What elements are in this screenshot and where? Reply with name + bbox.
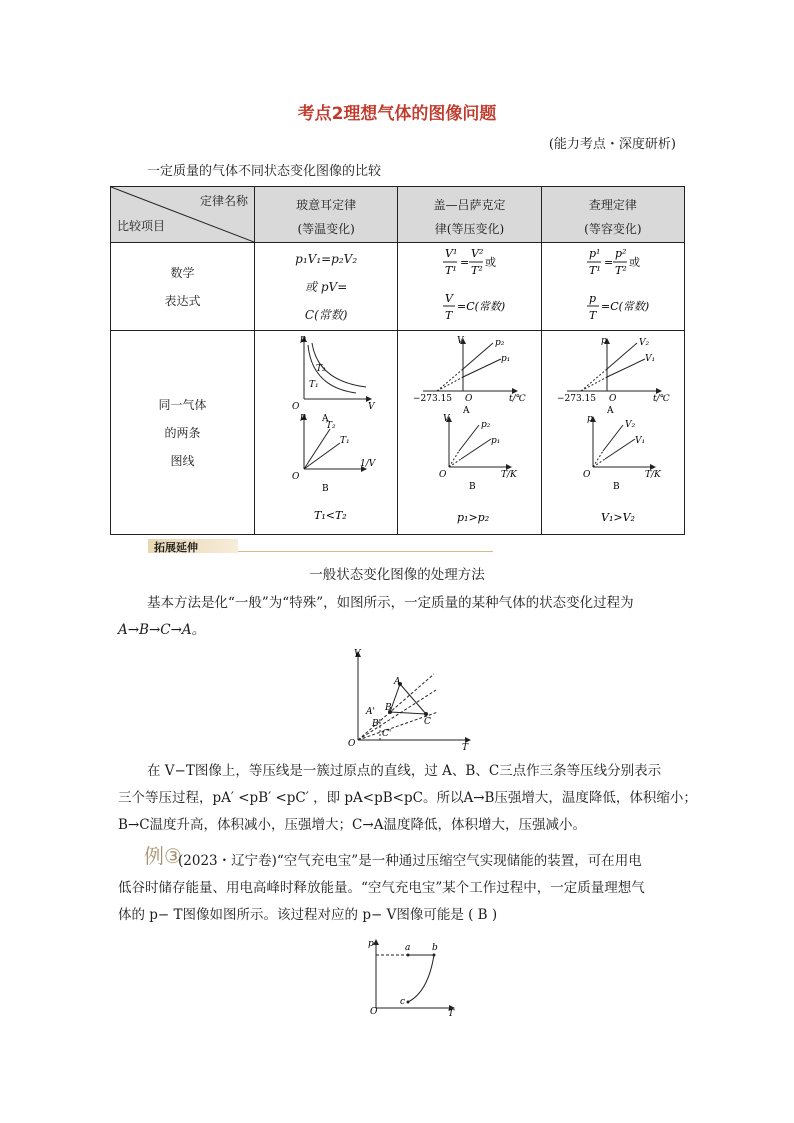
boyle-a-p: p	[300, 334, 306, 344]
table-caption: 一定质量的气体不同状态变化图像的比较	[147, 164, 382, 179]
charles-expr-const: =C(常数)	[600, 300, 650, 313]
example-line-2: 低谷时储存能量、用电高峰时释放能量。“空气充电宝”某个工作过程中，一定质量理想气	[118, 880, 645, 896]
charles-b-v2: V₂	[624, 420, 635, 430]
vt-o-label: O	[348, 739, 356, 749]
boyle-graph-svg	[256, 331, 396, 531]
gay-lussac-graph-svg	[399, 331, 539, 531]
header-compare-item: 比较项目	[117, 219, 166, 233]
pt-figure	[364, 936, 460, 1018]
frac-v1: V¹	[445, 247, 458, 260]
charles-a-p: p	[600, 336, 607, 346]
gay-b-p1: p₁	[491, 436, 501, 446]
page-title: 考点2理想气体的图像问题	[297, 104, 497, 124]
method-title: 一般状态变化图像的处理方法	[309, 567, 485, 583]
boyle-graphs	[255, 331, 398, 535]
example-mark: 例③	[144, 844, 182, 868]
charles-b-o: O	[582, 470, 591, 480]
row-label-graphs: 同一气体 的两条 图线	[111, 331, 255, 535]
boyle-a-v: V	[368, 402, 375, 412]
huo-text: 或	[485, 256, 497, 269]
svg-text:T: T	[445, 309, 453, 322]
frac-p2: p²	[614, 247, 627, 260]
charles-expression	[541, 243, 684, 331]
gay-b-o: O	[439, 470, 447, 480]
svg-text:p: p	[588, 292, 596, 305]
gay-lussac-formula	[399, 243, 539, 327]
section-tag: (能力考点・深度研析)	[548, 137, 676, 152]
vt-b1-label: B'	[372, 719, 382, 729]
boyle-a-caption: A	[322, 414, 329, 424]
method-process: A→B→C→A。	[118, 622, 206, 638]
gay-b-v: V	[443, 414, 450, 424]
gay-a-o: O	[465, 394, 473, 404]
pt-c-label: c	[400, 997, 406, 1007]
method-paragraph: 基本方法是化“一般”为“特殊”，如图所示，一定质量的某种气体的状态变化过程为	[147, 595, 634, 611]
boyle-b-t2: T₂	[326, 421, 336, 431]
charles-a-tc: t/℃	[652, 394, 670, 404]
svg-text:=: =	[460, 256, 470, 269]
boyle-condition: T₁<T₂	[314, 509, 347, 522]
charles-a-v1: V₁	[644, 354, 655, 364]
comparison-table	[110, 186, 685, 535]
huo-text-2: 或	[628, 256, 640, 269]
header-law-name: 定律名称	[199, 194, 248, 208]
gay-a-caption: A	[463, 406, 470, 416]
gay-a-tc: t/℃	[509, 394, 527, 404]
boyle-a-t1: T₁	[309, 380, 319, 390]
charles-a-caption: A	[606, 406, 614, 416]
explanation-line-3: B→C温度升高，体积减小，压强增大；C→A温度降低，体积增大，压强减小。	[118, 817, 586, 833]
charles-b-v1: V₁	[634, 436, 645, 446]
header-diagonal-cell	[111, 187, 255, 243]
charles-graph-svg	[543, 331, 683, 531]
boyle-b-p: p	[300, 412, 306, 422]
frac-t1: T¹	[445, 264, 458, 277]
svg-text:V: V	[445, 292, 454, 305]
pt-t-label: T	[448, 1009, 455, 1018]
boyle-b-axis: 1/V	[360, 459, 376, 469]
charles-b-tk: T/K	[644, 470, 661, 480]
charles-condition: V₁>V₂	[600, 511, 635, 524]
boyle-b-caption: B	[322, 484, 329, 494]
extension-label: 拓展延伸	[154, 541, 198, 554]
pt-o-label: O	[370, 1007, 378, 1017]
boyle-b-o: O	[292, 472, 300, 482]
header-boyle: 玻意耳定律 (等温变化)	[255, 187, 398, 243]
svg-text:T: T	[588, 309, 597, 322]
boyle-a-o: O	[292, 402, 300, 412]
example-line-1: (2023・辽宁卷)“空气充电宝”是一种通过压缩空气实现储能的装置，可在用电	[178, 853, 642, 869]
gay-condition: p₁>p₂	[457, 511, 490, 524]
header-gay-lussac: 盖—吕萨克定 律(等压变化)	[398, 187, 541, 243]
vt-a-label: A	[394, 677, 401, 687]
row-label-expression: 数学 表达式	[111, 243, 255, 331]
charles-formula	[543, 243, 683, 327]
frac-t1-charles: T¹	[588, 264, 601, 277]
frac-t2-charles: T²	[614, 264, 627, 277]
vt-v-label: V	[354, 649, 361, 659]
frac-t2: T²	[471, 264, 484, 277]
extension-banner	[148, 539, 493, 553]
pt-b-label: b	[432, 943, 438, 953]
extension-rule	[238, 551, 493, 552]
vt-c-label: C	[424, 717, 431, 727]
explanation-line-1: 在 V−T图像上，等压线是一簇过原点的直线，过 A、B、C三点作三条等压线分别表示	[147, 763, 662, 779]
charles-a-o: O	[608, 394, 617, 404]
gay-lussac-expression	[398, 243, 541, 331]
charles-graphs	[541, 331, 684, 535]
gay-b-p2: p₂	[481, 420, 491, 430]
gay-b-caption: B	[469, 482, 477, 492]
vt-a1-label: A'	[366, 707, 375, 717]
explanation-line-2: 三个等压过程，pA′ <pB′ <pC′ ，即 pA<pB<pC。所以A→B压强增大，温度降低，体积缩小；	[118, 790, 697, 806]
header-charles: 查理定律 (等容变化)	[541, 187, 684, 243]
gay-expr-const: =C(常数)	[457, 300, 506, 313]
gay-a-p2: p₂	[495, 338, 505, 348]
frac-p1: p¹	[588, 247, 601, 260]
charles-b-caption: B	[612, 482, 620, 492]
gay-a-v: V	[457, 336, 464, 346]
vt-b-label: B	[385, 703, 392, 713]
gay-a-neg: −273.15	[413, 394, 453, 404]
vt-c1-label: C'	[382, 729, 392, 739]
boyle-expression: p₁V₁=p₂V₂ 或 pV= C(常数)	[255, 243, 398, 331]
charles-a-neg: −273.15	[556, 394, 596, 404]
boyle-b-t1: T₁	[340, 436, 350, 446]
vt-t-label: T	[462, 743, 469, 752]
gay-b-tk: T/K	[501, 470, 518, 480]
frac-v2: V²	[471, 247, 484, 260]
gay-a-p1: p₁	[501, 354, 511, 364]
example-line-3: 体的 p− T图像如图所示。该过程对应的 p− V图像可能是 ( B )	[118, 907, 498, 923]
gay-lussac-graphs	[398, 331, 541, 535]
pt-p-label: p	[368, 939, 374, 949]
boyle-a-t2: T₂	[316, 364, 326, 374]
svg-text:=: =	[603, 256, 614, 269]
vt-figure	[344, 648, 476, 752]
charles-b-p: p	[586, 414, 593, 424]
charles-a-v2: V₂	[638, 338, 649, 348]
pt-a-label: a	[405, 943, 411, 953]
